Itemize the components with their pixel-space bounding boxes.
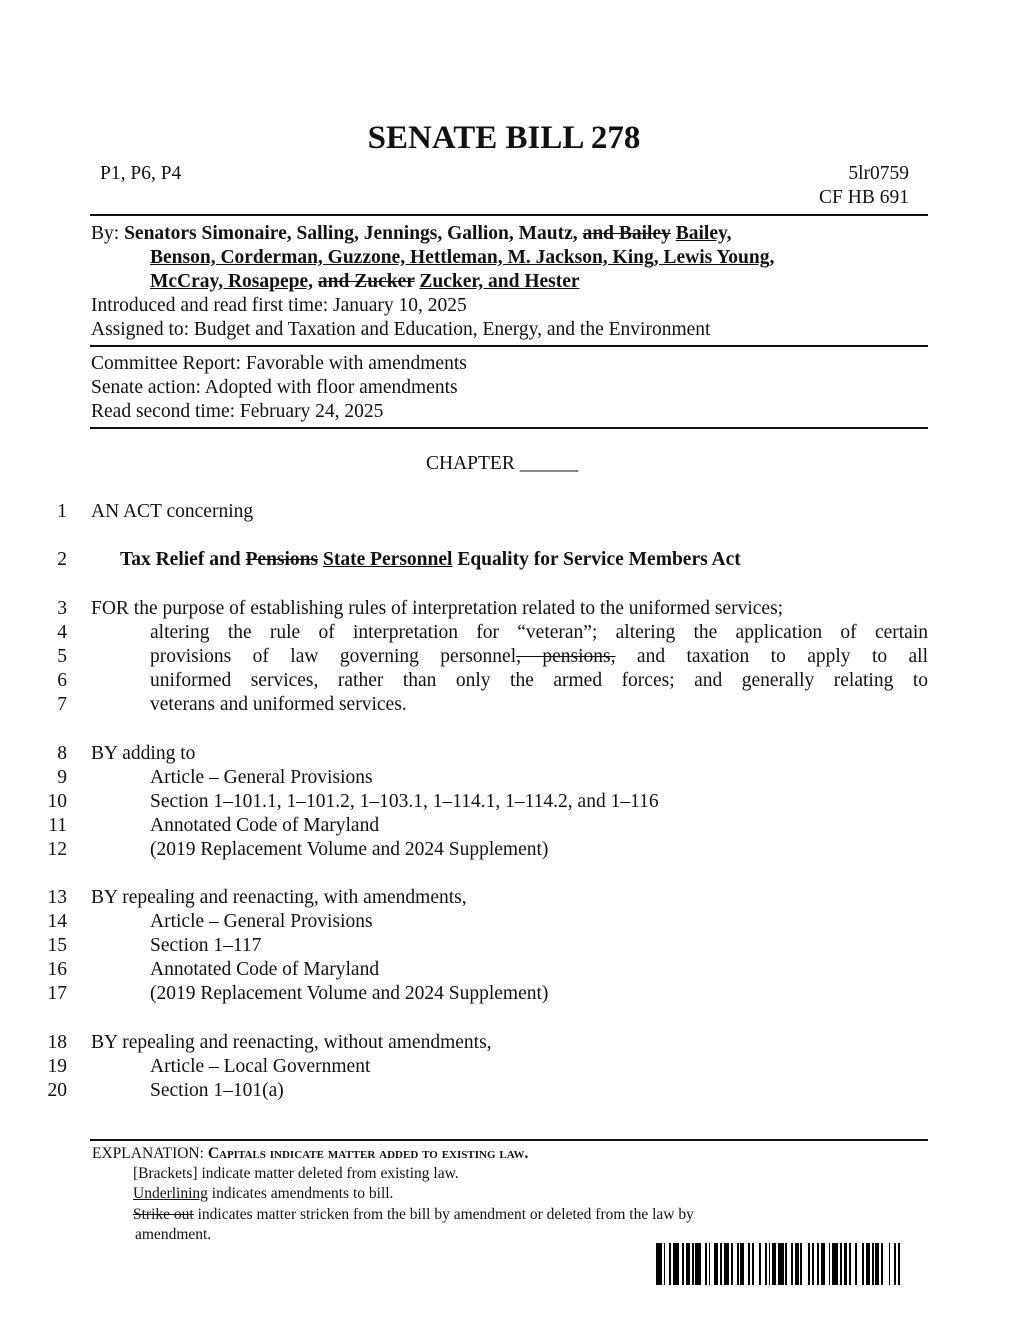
by-adding-heading: BY adding to xyxy=(91,743,196,764)
line-number: 12 xyxy=(47,839,67,860)
explanation-line-3 xyxy=(133,1184,393,1204)
short-title-added: State Personnel xyxy=(323,549,453,570)
line-number: 4 xyxy=(57,622,67,643)
line-number: 10 xyxy=(47,791,67,812)
sponsors-line-1 xyxy=(91,222,732,246)
by-adding-code: Annotated Code of Maryland xyxy=(150,815,380,836)
line-number: 1 xyxy=(57,501,67,522)
by-amend-section: Section 1–117 xyxy=(150,935,262,956)
senate-action: Senate action: Adopted with floor amendments xyxy=(91,377,458,398)
committee-report: Committee Report: Favorable with amendments xyxy=(91,353,467,374)
status-rule xyxy=(90,345,928,347)
line-number: 16 xyxy=(47,959,67,980)
committee-rule xyxy=(90,427,928,429)
strike-text: indicates matter stricken from the bill by amendment or deleted from the law by xyxy=(197,1206,694,1223)
introduced-line: Introduced and read first time: January 10, 2025 xyxy=(91,295,467,316)
line-number: 5 xyxy=(57,646,67,667)
second-reading: Read second time: February 24, 2025 xyxy=(91,401,384,422)
short-title xyxy=(120,548,741,572)
barcode xyxy=(656,1243,904,1285)
line-number: 20 xyxy=(47,1080,67,1101)
by-reenact-section: Section 1–101(a) xyxy=(150,1080,284,1101)
purpose-line-3-end: and taxation to apply to all xyxy=(636,646,929,667)
brackets-word: [Brackets] xyxy=(133,1165,198,1182)
sponsors-added: Bailey, xyxy=(675,223,732,244)
by-amend-volume: (2019 Replacement Volume and 2024 Supplement) xyxy=(150,983,549,1004)
explanation-line-4 xyxy=(133,1205,694,1225)
line-number: 2 xyxy=(57,549,67,570)
line-number: 8 xyxy=(57,743,67,764)
line-number: 7 xyxy=(57,694,67,715)
by-reenact-article: Article – Local Government xyxy=(150,1056,371,1077)
purpose-line-4: uniformed services, rather than only the armed forces; and generally relating to xyxy=(150,670,928,691)
short-title-end: Equality for Service Members Act xyxy=(457,549,741,570)
by-amend-article: Article – General Provisions xyxy=(150,911,373,932)
drafting-number: 5lr0759 xyxy=(848,163,909,184)
assigned-line: Assigned to: Budget and Taxation and Education, Energy, and the Environment xyxy=(91,319,711,340)
line-number: 9 xyxy=(57,767,67,788)
purpose-line-3-start: provisions of law governing personnel xyxy=(150,646,517,667)
line-number: 17 xyxy=(47,983,67,1004)
line-number: 14 xyxy=(47,911,67,932)
explanation-rule xyxy=(90,1139,928,1141)
line-number: 11 xyxy=(48,815,67,836)
line-number: 18 xyxy=(47,1032,67,1053)
purpose-line-2: altering the rule of interpretation for “veteran”; altering the application of certain xyxy=(150,622,928,643)
underlining-word: Underlining xyxy=(133,1185,208,1202)
by-adding-volume: (2019 Replacement Volume and 2024 Supplement) xyxy=(150,839,549,860)
act-concerning: AN ACT concerning xyxy=(91,501,254,522)
sponsors-line-2: Benson, Corderman, Guzzone, Hettleman, M. Jackson, King, Lewis Young, xyxy=(150,247,775,268)
by-amend-heading: BY repealing and reenacting, with amendments, xyxy=(91,887,467,908)
chapter-line: CHAPTER ______ xyxy=(426,453,579,474)
explanation-line-2 xyxy=(133,1164,459,1184)
brackets-text: indicate matter deleted from existing law. xyxy=(201,1165,459,1182)
sponsors-line-3 xyxy=(150,270,580,294)
explanation-label: EXPLANATION: xyxy=(92,1145,204,1162)
line-number: 19 xyxy=(47,1056,67,1077)
purpose-line-1: FOR the purpose of establishing rules of interpretation related to the uniformed services; xyxy=(91,598,784,619)
explanation-capitals: Capitals indicate matter added to existing law. xyxy=(207,1145,529,1162)
line-number: 15 xyxy=(47,935,67,956)
explanation-line-1 xyxy=(92,1144,528,1164)
purpose-line-5: veterans and uniformed services. xyxy=(150,694,407,715)
purpose-line-3 xyxy=(150,645,928,669)
sponsors-struck: and Bailey xyxy=(582,223,671,244)
cross-file: CF HB 691 xyxy=(819,187,909,208)
underlining-text: indicates amendments to bill. xyxy=(211,1185,394,1202)
sponsors-names: Senators Simonaire, Salling, Jennings, Gallion, Mautz, xyxy=(124,223,578,244)
header-rule xyxy=(90,214,928,216)
bill-title: SENATE BILL 278 xyxy=(367,120,641,156)
by-amend-code: Annotated Code of Maryland xyxy=(150,959,380,980)
strike-word: Strike out xyxy=(133,1206,194,1223)
subject-codes: P1, P6, P4 xyxy=(100,163,182,184)
purpose-line-3-struck: , pensions, xyxy=(516,646,616,667)
line-number: 3 xyxy=(57,598,67,619)
line-number: 13 xyxy=(47,887,67,908)
sponsors-added-2: McCray, Rosapepe, xyxy=(150,271,314,292)
explanation-line-5: amendment. xyxy=(135,1226,212,1243)
by-adding-section: Section 1–101.1, 1–101.2, 1–103.1, 1–114.1, 1–114.2, and 1–116 xyxy=(150,791,659,812)
barcode-space xyxy=(900,1243,904,1285)
short-title-struck: Pensions xyxy=(245,549,319,570)
by-label: By: xyxy=(91,223,120,244)
sponsors-struck-2: and Zucker xyxy=(317,271,415,292)
short-title-start: Tax Relief and xyxy=(120,549,241,570)
by-reenact-heading: BY repealing and reenacting, without amendments, xyxy=(91,1032,492,1053)
line-number: 6 xyxy=(57,670,67,691)
sponsors-added-3: Zucker, and Hester xyxy=(419,271,580,292)
by-adding-article: Article – General Provisions xyxy=(150,767,373,788)
